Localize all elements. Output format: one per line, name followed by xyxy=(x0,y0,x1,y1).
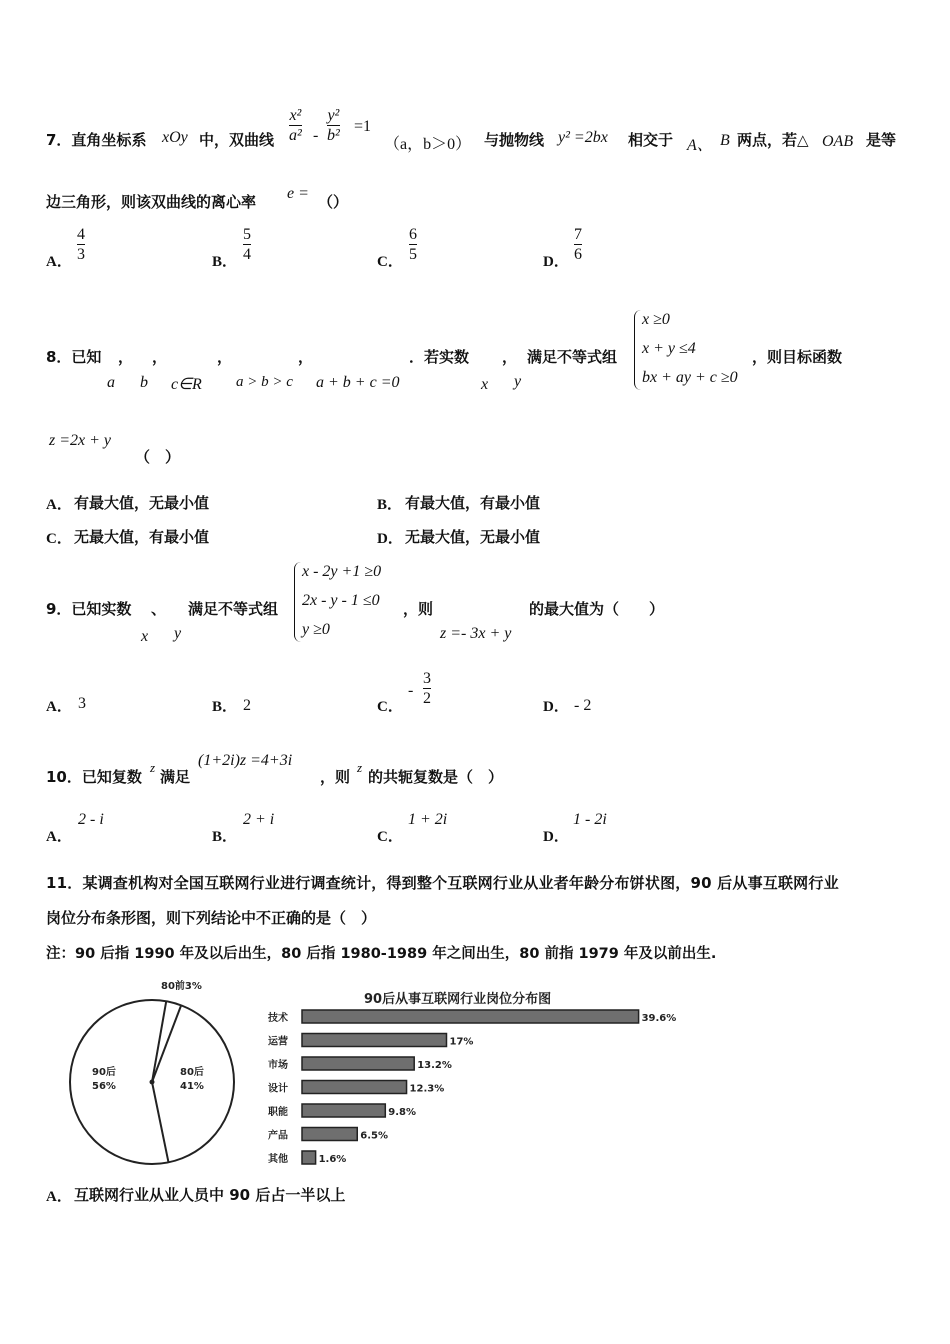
q7-option-a-frac xyxy=(77,225,85,264)
q10-z2: z xyxy=(357,760,363,775)
pie-label-80-name: 80后 xyxy=(180,1067,204,1078)
pie-label-pre80: 80前3% xyxy=(161,981,202,992)
q7-option-b-frac xyxy=(243,225,251,264)
q8-brace xyxy=(634,310,641,390)
pie-slice-boundary-90后 xyxy=(152,1082,168,1162)
q9-system-line-1: x - 2y +1 ≥0 xyxy=(302,563,382,580)
q7-option-b-label: B． xyxy=(212,254,238,270)
q7-option-d-num: 7 xyxy=(574,226,582,243)
q7-option-a-num: 4 xyxy=(77,226,85,243)
q8-text1: 8．已知 xyxy=(46,348,102,366)
pie-label-90-pct: 56% xyxy=(92,1081,116,1092)
q10-text1: 10．已知复数 xyxy=(46,768,142,786)
pie-slice-boundary-80前 xyxy=(152,1001,166,1082)
bar-category-label: 职能 xyxy=(268,1107,288,1118)
bar-职能 xyxy=(302,1104,385,1117)
q7-option-a-label: A． xyxy=(46,254,72,270)
q10-option-a-text: 2 - i xyxy=(78,811,104,828)
bar-category-label: 技术 xyxy=(268,1013,288,1024)
q8-sep-4: ， xyxy=(298,348,314,366)
bar-value-label: 9.8% xyxy=(388,1107,417,1118)
q9-option-a-text: 3 xyxy=(78,695,86,712)
age-pie-chart xyxy=(60,978,250,1168)
q10-option-b-text: 2 + i xyxy=(243,811,275,828)
q10-option-c-label: C． xyxy=(377,829,403,845)
q10-option-d-label: D． xyxy=(543,829,569,845)
bar-运营 xyxy=(302,1034,447,1047)
q9-text2: 满足不等式组 xyxy=(188,600,279,618)
q7-frac2-num: y² xyxy=(327,107,340,124)
q8-option-a-text: 有最大值，无最小值 xyxy=(74,494,210,512)
q7-option-c-num: 6 xyxy=(409,226,417,243)
q7-frac2-den: b² xyxy=(327,127,340,144)
q11-option-a-text: 互联网行业从业人员中 90 后占一半以上 xyxy=(74,1186,346,1204)
bar-chart-title: 90后从事互联网行业岗位分布图 xyxy=(364,992,552,1007)
bar-产品 xyxy=(302,1128,357,1141)
pie-label-90-name: 90后 xyxy=(92,1067,116,1078)
q10-text2: 满足 xyxy=(160,768,191,786)
q9-option-d-text: - 2 xyxy=(574,697,592,714)
q9-z: z =- 3x + y xyxy=(440,625,512,642)
bar-value-label: 12.3% xyxy=(409,1083,445,1095)
q10-option-c-text: 1 + 2i xyxy=(408,811,448,828)
q9-text1: 9．已知实数 xyxy=(46,600,132,618)
q8-option-d-label: D． xyxy=(377,531,403,547)
q7-option-a-den: 3 xyxy=(77,246,85,263)
pie-slice-boundary-80后 xyxy=(152,1005,181,1082)
q7-option-c-frac xyxy=(409,225,417,264)
q8-text3: ，则目标函数 xyxy=(752,348,843,366)
bar-value-label: 1.6% xyxy=(318,1154,347,1165)
q9-option-d-label: D． xyxy=(543,699,569,715)
q8-dot-text: ．若实数 xyxy=(409,348,470,366)
q10-z1: z xyxy=(150,760,156,775)
job-bar-chart xyxy=(262,984,702,1168)
q9-option-b-label: B． xyxy=(212,699,238,715)
q7-option-d-den: 6 xyxy=(574,246,582,263)
q8-sep-1: ， xyxy=(118,348,134,366)
bar-category-label: 市场 xyxy=(268,1060,288,1071)
q10-text3: ，则 xyxy=(320,768,351,786)
q9-option-c-den: 2 xyxy=(423,690,431,707)
bar-category-label: 运营 xyxy=(268,1036,288,1048)
q8-system-line-1: x ≥0 xyxy=(642,311,670,328)
q7-option-b-den: 4 xyxy=(243,246,251,263)
q7-text1: 7．直角坐标系 xyxy=(46,131,147,149)
q9-text3: ，则 xyxy=(403,600,434,618)
q7-frac1-den: a² xyxy=(289,127,302,144)
q9-sep: 、 xyxy=(151,600,167,618)
q9-system-line-3: y ≥0 xyxy=(302,621,330,638)
bar-value-label: 6.5% xyxy=(360,1130,388,1142)
q11-note: 注：90 后指 1990 年及以后出生，80 后指 1980-1989 年之间出生，80 前指 1979 年及以前出生. xyxy=(46,946,717,962)
q9-option-c-label: C． xyxy=(377,699,403,715)
q7-text4: 相交于 xyxy=(628,131,674,149)
q9-text4: 的最大值为（ ） xyxy=(529,600,665,618)
q8-paren: （ ） xyxy=(135,448,181,466)
q7-e-eq: e = xyxy=(287,185,309,202)
q7-point-a: A、 xyxy=(687,137,713,154)
q8-sep-3: ， xyxy=(217,348,233,366)
q7-text3: 与抛物线 xyxy=(484,131,545,149)
q7-xoy: xOy xyxy=(162,129,188,146)
q8-system xyxy=(642,305,738,392)
q8-z: z =2x + y xyxy=(49,432,112,449)
q8-ineq: a > b > c xyxy=(236,374,293,390)
q7-option-b-num: 5 xyxy=(243,226,251,243)
q8-comma2: ， xyxy=(502,348,518,366)
q7-paren: （） xyxy=(318,193,349,211)
q7-frac1 xyxy=(289,106,302,145)
q9-option-c-num: 3 xyxy=(423,670,431,687)
q9-system xyxy=(302,557,381,644)
q7-option-c-label: C． xyxy=(377,254,403,270)
q7-text2: 中，双曲线 xyxy=(199,131,275,149)
q9-brace xyxy=(294,562,301,642)
q8-var-c: c∈R xyxy=(171,376,202,393)
q8-option-c-label: C． xyxy=(46,531,72,547)
q10-text4: 的共轭复数是（ ） xyxy=(368,768,504,786)
q11-line2: 岗位分布条形图，则下列结论中不正确的是（ ） xyxy=(46,909,377,927)
q7-oab: OAB xyxy=(822,133,854,150)
q7-option-d-label: D． xyxy=(543,254,569,270)
bar-其他 xyxy=(302,1151,316,1164)
q7-text6: 是等 xyxy=(866,131,897,149)
q7-frac2 xyxy=(327,106,340,145)
q7-eq1: =1 xyxy=(354,118,372,135)
pie-label-80-pct: 41% xyxy=(180,1081,204,1092)
q8-sep-2: ， xyxy=(152,348,168,366)
q7-line2: 边三角形，则该双曲线的离心率 xyxy=(46,193,257,211)
q9-option-c-frac xyxy=(423,669,431,708)
q10-option-d-text: 1 - 2i xyxy=(573,811,607,828)
q8-option-b-label: B． xyxy=(377,497,403,513)
q8-x: x xyxy=(481,376,489,393)
q9-system-line-2: 2x - y - 1 ≤0 xyxy=(302,592,380,609)
q7-frac1-num: x² xyxy=(289,107,302,124)
bar-value-label: 13.2% xyxy=(417,1060,452,1071)
q7-cond: （a，b＞0） xyxy=(384,136,472,153)
bar-category-label: 其他 xyxy=(268,1154,288,1165)
bar-category-label: 产品 xyxy=(268,1130,288,1142)
q11-option-a-label: A． xyxy=(46,1189,72,1205)
bar-设计 xyxy=(302,1081,407,1094)
q9-option-c-sign: - xyxy=(408,682,414,699)
q8-option-d-text: 无最大值，无最小值 xyxy=(405,528,541,546)
q7-text5: 两点，若△ xyxy=(737,131,809,149)
q7-minus: - xyxy=(313,127,319,144)
q7-point-b: B xyxy=(720,132,730,149)
q8-var-b: b xyxy=(140,374,148,391)
bar-value-label: 17% xyxy=(449,1036,474,1048)
q9-y: y xyxy=(174,625,182,642)
q10-eq: (1+2i)z =4+3i xyxy=(198,752,293,769)
bar-category-label: 设计 xyxy=(268,1083,288,1095)
bar-value-label: 39.6% xyxy=(641,1013,677,1024)
q7-parabola: y² =2bx xyxy=(558,129,608,146)
bar-市场 xyxy=(302,1057,414,1070)
q10-option-b-label: B． xyxy=(212,829,238,845)
q8-option-a-label: A． xyxy=(46,497,72,513)
q8-y: y xyxy=(514,373,522,390)
q8-option-b-text: 有最大值，有最小值 xyxy=(405,494,541,512)
q8-sum: a + b + c =0 xyxy=(316,374,400,391)
q8-system-line-3: bx + ay + c ≥0 xyxy=(642,369,738,386)
q7-option-d-frac xyxy=(574,225,582,264)
q8-system-line-2: x + y ≤4 xyxy=(642,340,696,357)
q7-option-c-den: 5 xyxy=(409,246,417,263)
bar-技术 xyxy=(302,1010,639,1023)
q9-option-b-text: 2 xyxy=(243,697,251,714)
q9-option-a-label: A． xyxy=(46,699,72,715)
q9-x: x xyxy=(141,628,149,645)
q8-option-c-text: 无最大值，有最小值 xyxy=(74,528,210,546)
q11-line1: 11．某调查机构对全国互联网行业进行调查统计，得到整个互联网行业从业者年龄分布饼状图，90 后从事互联网行业 xyxy=(46,874,839,892)
q8-text2: 满足不等式组 xyxy=(527,348,618,366)
pie-center xyxy=(150,1080,155,1085)
q10-option-a-label: A． xyxy=(46,829,72,845)
q8-var-a: a xyxy=(107,374,115,391)
